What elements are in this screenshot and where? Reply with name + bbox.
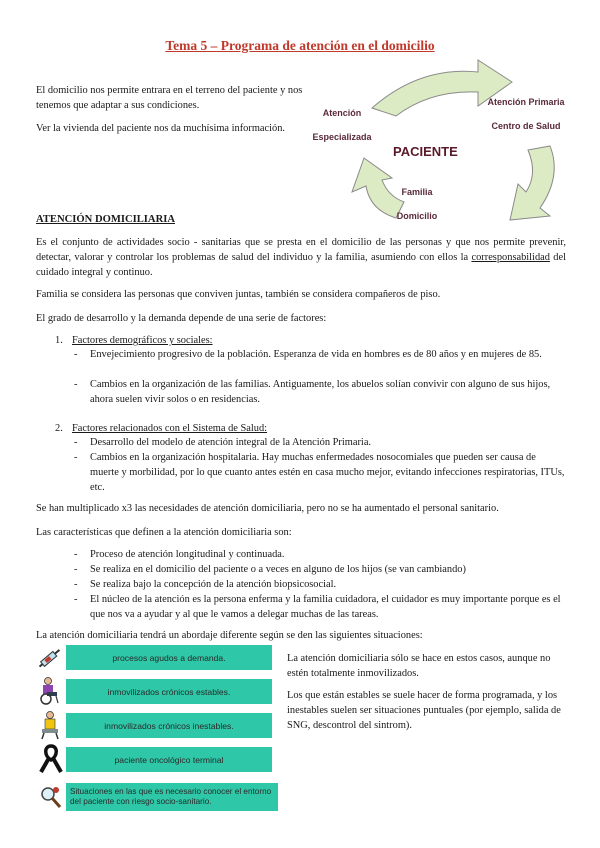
section-heading: ATENCIÓN DOMICILIARIA	[36, 214, 176, 225]
abordaje-paragraph: La atención domiciliaria tendrá un abordaje diferente según se den las siguientes situaciones:	[36, 630, 423, 641]
intro-paragraph-2: Ver la vivienda del paciente nos da muchísima información.	[36, 123, 286, 134]
side-note-2: Los que están estables se suele hacer de forma programada, y los inestables suelen ser situaciones puntuales (por ejemplo, salida de SNG, descontrol del sintrom).	[287, 690, 561, 731]
injured-person-icon	[36, 710, 64, 740]
grado-paragraph: El grado de desarrollo y la demanda depende de una serie de factores:	[36, 313, 327, 324]
factor2-item: - Cambios en la organización hospitalaria. Hay muchas enfermedades nosocomiales que pueden ser causa de muerte y morbilidad, por lo que cuanto antes estén en casa mucho mejor, evitando infecciones respiratorias, ITUs, etc.	[74, 452, 565, 493]
definition-paragraph: Es el conjunto de actividades socio - sanitarias que se presta en el domicilio de las personas y que nos permite prevenir, detectar, valorar y controlar los problemas de salud del individuo y la familia, asumiendo con ellos la corresponsabilidad del cuidado integral y continuo.	[36, 237, 566, 278]
factor1-number: 1.	[55, 335, 63, 346]
multiplicado-paragraph: Se han multiplicado x3 las necesidades de atención domiciliaria, pero no se ha aumentado el personal sanitario.	[36, 503, 499, 514]
caracteristica-item: - Se realiza bajo la concepción de la atención biopsicosocial.	[74, 579, 337, 590]
cycle-label-especializada-line2: Especializada	[312, 132, 372, 142]
factor2-item: - Desarrollo del modelo de atención integral de la Atención Primaria.	[74, 437, 372, 448]
corresponsabilidad-term: corresponsabilidad	[471, 252, 550, 263]
cycle-label-familia-line2: Domicilio	[396, 211, 438, 221]
situation-box-agudos: procesos agudos a demanda.	[66, 645, 272, 670]
ribbon-icon	[38, 744, 64, 774]
cycle-arrow-right	[510, 146, 554, 220]
syringe-icon	[36, 644, 66, 670]
factor1-title: Factores demográficos y sociales:	[72, 335, 213, 346]
cycle-label-especializada-line1: Atención	[322, 108, 362, 118]
side-note-1: La atención domiciliaria sólo se hace en estos casos, aunque no estén totalmente inmovilizados.	[287, 653, 551, 679]
factor1-item: - Cambios en la organización de las familias. Antiguamente, los abuelos solían convivir con alguno de sus hijos, ahora suelen vivir solos o en residencias.	[74, 379, 551, 405]
cycle-center-paciente: PACIENTE	[393, 144, 458, 159]
situation-box-riesgo: Situaciones en las que es necesario conocer el entorno del paciente con riesgo socio-sanitario.	[66, 783, 278, 811]
situation-box-oncologico: paciente oncológico terminal	[66, 747, 272, 772]
cycle-label-familia-line1: Familia	[401, 187, 433, 197]
cycle-label-primaria-line2: Centro de Salud	[491, 121, 561, 131]
caracteristicas-paragraph: Las características que definen a la atención domiciliaria son:	[36, 527, 292, 538]
factor2-number: 2.	[55, 423, 63, 434]
factor2-title: Factores relacionados con el Sistema de Salud:	[72, 423, 268, 434]
magnifier-icon	[36, 782, 66, 812]
caracteristica-item: - Se realiza en el domicilio del paciente o a veces en alguno de los hijos (se van cambiando)	[74, 564, 466, 575]
caracteristica-item: - Proceso de atención longitudinal y continuada.	[74, 549, 285, 560]
situation-box-estables: inmovilizados crónicos estables.	[66, 679, 272, 704]
caracteristica-item: - El núcleo de la atención es la persona enferma y la familia cuidadora, el cuidador es muy importante porque es el que nos va a ayudar y al que le vamos a delegar muchas de las tareas.	[74, 594, 561, 620]
cycle-label-primaria-line1: Atención Primaria	[487, 97, 565, 107]
intro-paragraph-1: El domicilio nos permite entrara en el terreno del paciente y nos tenemos que adaptar a sus condiciones.	[36, 85, 303, 111]
familia-paragraph: Familia se considera las personas que conviven juntas, también se considera compañeros de piso.	[36, 289, 441, 300]
situation-box-inestables: inmovilizados crónicos inestables.	[66, 713, 272, 738]
factor1-item: - Envejecimiento progresivo de la población. Esperanza de vida en hombres es de 80 años y en mujeres de 85.	[74, 349, 542, 360]
page-title: Tema 5 – Programa de atención en el domicilio	[165, 38, 435, 53]
wheelchair-person-icon	[36, 676, 64, 706]
